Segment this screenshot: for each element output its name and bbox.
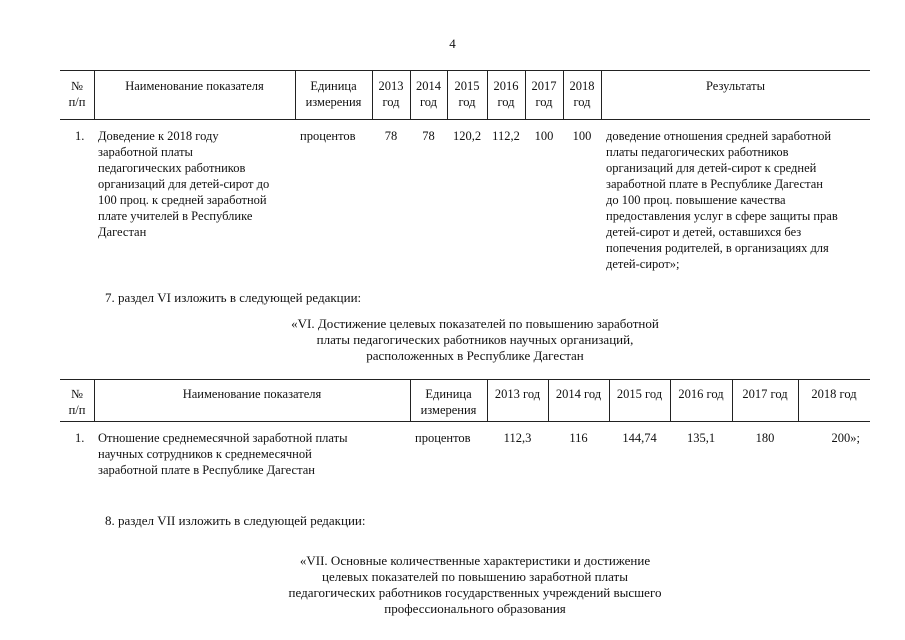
table1-header-rule: [60, 119, 870, 120]
row-number: 1.: [75, 129, 85, 143]
column-header-year: 2014 год: [416, 79, 441, 109]
indicator-name: Отношение среднемесячной заработной платы научных сотрудников к среднемесячной заработной плате в Республике Дагестан: [98, 431, 348, 477]
column-header-unit: Единица измерения: [305, 79, 362, 109]
indicator-name: Доведение к 2018 году заработной платы педагогических работников организаций для детей-сирот до 100 проц. к средней заработной плате учителей в Республике Дагестан: [98, 129, 270, 239]
row-number: 1.: [75, 431, 85, 445]
unit-value: процентов: [415, 431, 471, 445]
column-header-indicator: Наименование показателя: [125, 79, 264, 93]
value-2015: 144,74: [622, 431, 657, 445]
value-2018: 200»;: [831, 431, 860, 445]
column-header-year: 2014 год: [555, 387, 602, 401]
column-header-year: 2017 год: [742, 387, 788, 401]
table1-top-rule: [60, 70, 870, 71]
amendment-paragraph-8: 8. раздел VII изложить в следующей редакции:: [105, 513, 366, 528]
section-vii-heading: «VII. Основные количественные характеристики и достижение целевых показателей по повышению заработной платы педагогических работников государственных учреждений высшего профессионального образования: [288, 553, 662, 616]
table2-top-rule: [60, 379, 870, 380]
column-header-year: 2016 год: [493, 79, 519, 109]
column-header-year: 2015 год: [616, 387, 663, 401]
value-2017: 100: [534, 129, 554, 143]
column-header-number: № п/п: [68, 79, 86, 109]
column-header-results: Результаты: [705, 79, 766, 93]
column-header-indicator: Наименование показателя: [182, 387, 322, 401]
section-vi-heading: «VI. Достижение целевых показателей по повышению заработной платы педагогических работников научных организаций, расположенных в Республике Дагестан: [291, 316, 659, 363]
result-description: доведение отношения средней заработной платы педагогических работников организаций для детей-сирот к средней заработной плате в Республике Дагестан до 100 проц. повышение качества предоставления услуг в сфере защиты прав детей-сирот и детей, оставшихся без попечения родителей, в организациях для детей-сирот»;: [606, 129, 838, 271]
value-2016: 135,1: [686, 431, 716, 445]
unit-value: процентов: [300, 129, 356, 143]
column-header-year: 2016 год: [678, 387, 724, 401]
column-header-year: 2018 год: [811, 387, 857, 401]
column-header-year: 2018 год: [569, 79, 595, 109]
value-2015: 120,2: [452, 129, 482, 143]
value-2016: 112,2: [492, 129, 520, 143]
table2-header-rule: [60, 421, 870, 422]
value-2018: 100: [572, 129, 592, 143]
value-2014: 78: [422, 129, 435, 143]
column-header-year: 2017 год: [531, 79, 557, 109]
value-2013: 112,3: [503, 431, 532, 445]
column-header-year: 2013 год: [494, 387, 541, 401]
page-number: 4: [449, 36, 456, 51]
value-2017: 180: [755, 431, 775, 445]
column-header-unit: Единица измерения: [420, 387, 477, 417]
value-2014: 116: [569, 431, 588, 445]
column-header-number: № п/п: [68, 387, 86, 417]
value-2013: 78: [384, 129, 398, 143]
column-header-year: 2015 год: [454, 79, 480, 109]
column-header-year: 2013 год: [378, 79, 404, 109]
amendment-paragraph-7: 7. раздел VI изложить в следующей редакции:: [105, 290, 362, 305]
